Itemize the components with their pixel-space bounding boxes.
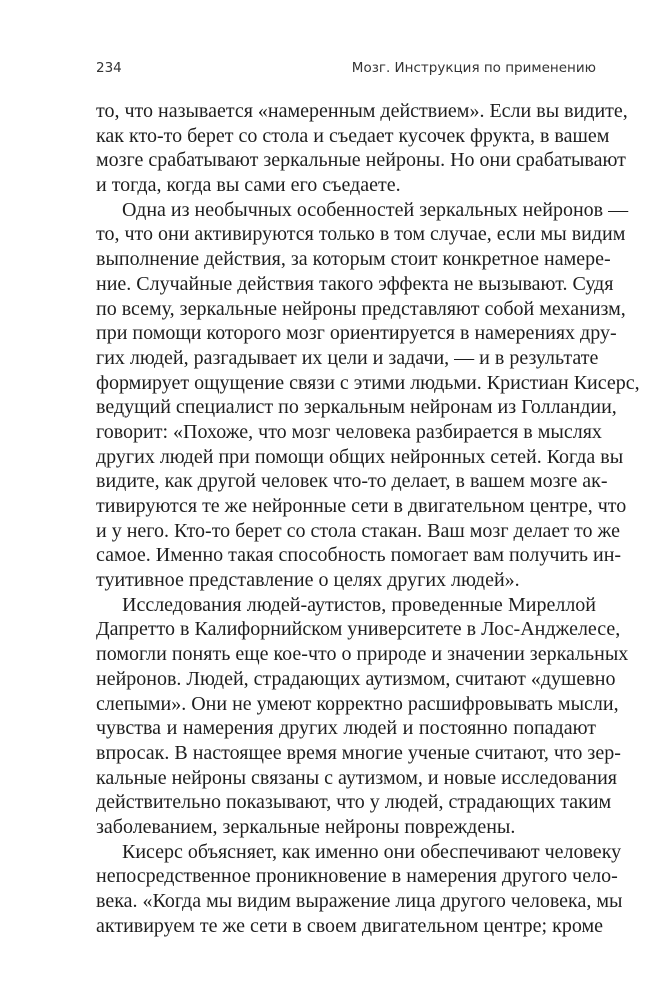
text-line: гих людей, разгадывает их цели и задачи, — и в результате — [96, 346, 599, 369]
text-line: при помощи которого мозг ориентируется в намерениях дру- — [96, 322, 617, 345]
text-line: туитивное представление о целях других людей». — [96, 569, 520, 592]
text-line: заболеванием, зеркальные нейроны повреждены. — [96, 815, 516, 838]
text-line: то, что они активируются только в том случае, если мы видим — [96, 223, 626, 246]
page-number: 234 — [96, 60, 122, 76]
text-line: самое. Именно такая способность помогает вам получить ин- — [96, 544, 622, 567]
text-line: действительно показывают, что у людей, страдающих таким — [96, 791, 612, 814]
text-line: формирует ощущение связи с этими людьми. Кристиан Кисерс, — [96, 371, 640, 394]
text-line: выполнение действия, за которым стоит конкретное намере- — [96, 248, 611, 271]
text-line: непосредственное проникновение в намерения другого чело- — [96, 865, 618, 888]
text-line: других людей при помощи общих нейронных сетей. Когда вы — [96, 445, 624, 468]
text-line: кальные нейроны связаны с аутизмом, и новые исследования — [96, 766, 617, 789]
text-line: чувства и намерения других людей и постоянно попадают — [96, 717, 596, 740]
text-line: видите, как другой человек что-то делает, в вашем мозге ак- — [96, 470, 608, 493]
text-line: Исследования людей-аутистов, проведенные Миреллой — [122, 593, 596, 616]
text-line: и тогда, когда вы сами его съедаете. — [96, 174, 401, 197]
text-line: помогли понять еще кое-что о природе и значении зеркальных — [96, 643, 629, 666]
text-line: Дапретто в Калифорнийском университете в Лос-Анджелесе, — [96, 618, 621, 641]
body-text — [96, 99, 640, 938]
running-header — [96, 60, 596, 80]
text-line: и у него. Кто-то берет со стола стакан. Ваш мозг делает то же — [96, 519, 620, 542]
text-line: слепыми». Они не умеют корректно расшифровывать мысли, — [96, 692, 619, 715]
text-line: нейронов. Людей, страдающих аутизмом, считают «душевно — [96, 667, 616, 690]
text-line: Кисерс объясняет, как именно они обеспечивают человеку — [122, 840, 622, 863]
text-line: по всему, зеркальные нейроны представляют собой механизм, — [96, 297, 626, 320]
text-line: ние. Случайные действия такого эффекта не вызывают. Судя — [96, 272, 614, 295]
text-line: активируем те же сети в своем двигательном центре; кроме — [96, 914, 603, 937]
text-line: века. «Когда мы видим выражение лица другого человека, мы — [96, 890, 623, 912]
text-line: то, что называется «намеренным действием». Если вы видите, — [96, 100, 628, 122]
text-line: ведущий специалист по зеркальным нейронам из Голландии, — [96, 396, 617, 419]
text-line: как кто-то берет со стола и съедает кусочек фрукта, в вашем — [96, 124, 610, 147]
text-line: мозге срабатывают зеркальные нейроны. Но они срабатывают — [96, 149, 626, 172]
text-line: Одна из необычных особенностей зеркальных нейронов — — [122, 198, 629, 221]
text-line: говорит: «Похоже, что мозг человека разбирается в мыслях — [96, 420, 602, 443]
running-title: Мозг. Инструкция по применению — [351, 60, 596, 76]
text-line: впросак. В настоящее время многие ученые считают, что зер- — [96, 741, 621, 764]
text-line: тивируются те же нейронные сети в двигательном центре, что — [96, 495, 627, 517]
